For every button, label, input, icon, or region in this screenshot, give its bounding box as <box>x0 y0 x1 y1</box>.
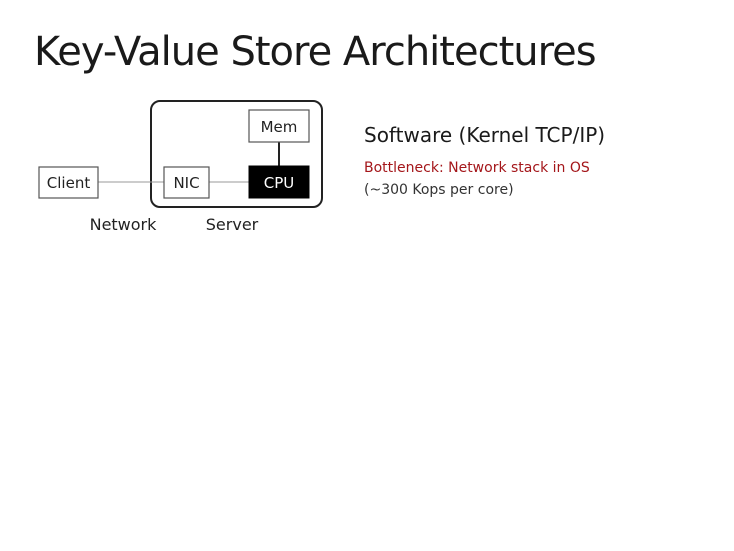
slide-title: Key-Value Store Architectures <box>34 29 596 75</box>
client-label: Client <box>46 174 91 192</box>
cpu-label: CPU <box>263 174 295 192</box>
bottleneck-note: Bottleneck: Network stack in OS <box>364 160 590 176</box>
nic-label: NIC <box>173 174 200 192</box>
network-label: Network <box>89 215 157 234</box>
architecture-heading: Software (Kernel TCP/IP) <box>364 123 606 147</box>
mem-label: Mem <box>260 118 298 136</box>
throughput-note: (~300 Kops per core) <box>364 182 514 198</box>
server-label: Server <box>205 215 259 234</box>
